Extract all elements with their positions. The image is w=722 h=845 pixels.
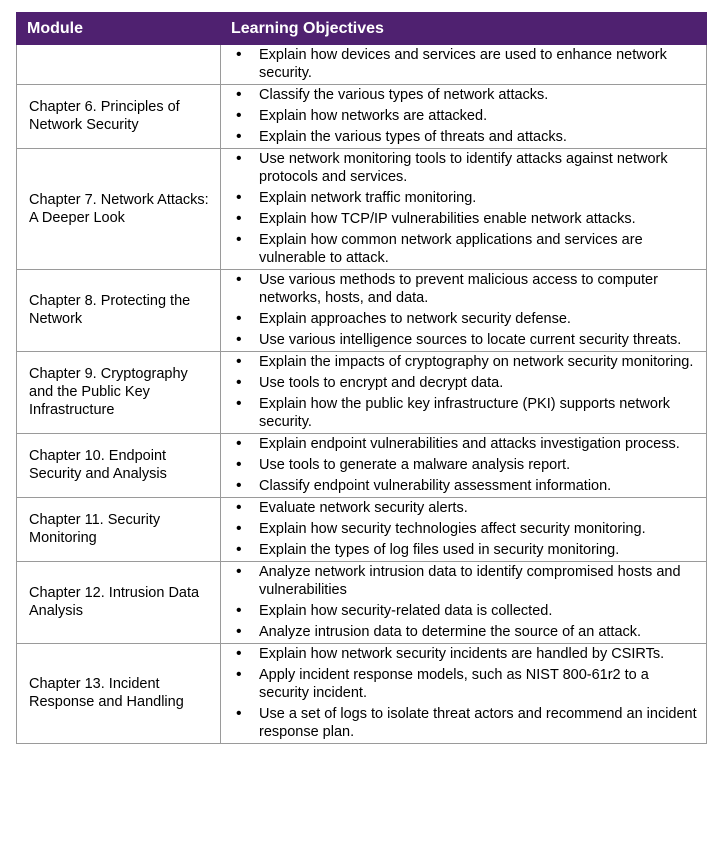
objectives-list (225, 353, 700, 431)
objectives-cell (221, 434, 707, 498)
objective-item: • Explain how network security incidents are handled by CSIRTs. (225, 645, 700, 663)
objective-item: • Use a set of logs to isolate threat actors and recommend an incident response plan. (225, 705, 700, 741)
table-row (17, 644, 707, 744)
objective-item: • Explain how security-related data is collected. (225, 602, 700, 620)
objective-item: • Apply incident response models, such as NIST 800-61r2 to a security incident. (225, 666, 700, 702)
table-row (17, 562, 707, 644)
objectives-list (225, 645, 700, 741)
objectives-cell (221, 85, 707, 149)
module-cell: Chapter 8. Protecting the Network (17, 270, 221, 352)
table-row (17, 352, 707, 434)
objective-item: • Use tools to encrypt and decrypt data. (225, 374, 700, 392)
objectives-list (225, 46, 700, 82)
table-row (17, 498, 707, 562)
objectives-list (225, 435, 700, 495)
module-cell: Chapter 7. Network Attacks: A Deeper Look (17, 149, 221, 270)
table-row (17, 270, 707, 352)
objective-item: • Classify the various types of network attacks. (225, 86, 700, 104)
objectives-cell (221, 45, 707, 85)
objective-item: • Use tools to generate a malware analysis report. (225, 456, 700, 474)
objectives-list (225, 150, 700, 267)
objective-item: • Explain the types of log files used in security monitoring. (225, 541, 700, 559)
table-body (17, 45, 707, 744)
objective-item: • Explain endpoint vulnerabilities and attacks investigation process. (225, 435, 700, 453)
objective-item: • Analyze intrusion data to determine the source of an attack. (225, 623, 700, 641)
objectives-cell (221, 644, 707, 744)
objectives-cell (221, 270, 707, 352)
module-cell: Chapter 10. Endpoint Security and Analysis (17, 434, 221, 498)
objective-item: • Explain how TCP/IP vulnerabilities enable network attacks. (225, 210, 700, 228)
objective-item: • Evaluate network security alerts. (225, 499, 700, 517)
module-cell (17, 45, 221, 85)
learning-objectives-table (16, 12, 707, 744)
objectives-list (225, 271, 700, 349)
objective-item: • Explain approaches to network security defense. (225, 310, 700, 328)
header-module: Module (17, 13, 221, 45)
module-cell: Chapter 13. Incident Response and Handling (17, 644, 221, 744)
objective-item: • Explain how the public key infrastructure (PKI) supports network security. (225, 395, 700, 431)
table-row (17, 45, 707, 85)
objectives-cell (221, 498, 707, 562)
header-objectives: Learning Objectives (221, 13, 707, 45)
module-cell: Chapter 12. Intrusion Data Analysis (17, 562, 221, 644)
objective-item: • Explain how common network applications and services are vulnerable to attack. (225, 231, 700, 267)
objective-item: • Use network monitoring tools to identify attacks against network protocols and services. (225, 150, 700, 186)
objective-item: • Explain network traffic monitoring. (225, 189, 700, 207)
module-cell: Chapter 6. Principles of Network Security (17, 85, 221, 149)
header-row (17, 13, 707, 45)
table-row (17, 434, 707, 498)
objectives-list (225, 499, 700, 559)
objectives-list (225, 86, 700, 146)
module-cell: Chapter 9. Cryptography and the Public Key Infrastructure (17, 352, 221, 434)
objective-item: • Use various intelligence sources to locate current security threats. (225, 331, 700, 349)
module-cell: Chapter 11. Security Monitoring (17, 498, 221, 562)
objective-item: • Use various methods to prevent malicious access to computer networks, hosts, and data. (225, 271, 700, 307)
objective-item: • Explain the impacts of cryptography on network security monitoring. (225, 353, 700, 371)
table-row (17, 85, 707, 149)
objective-item: • Explain the various types of threats and attacks. (225, 128, 700, 146)
objective-item: • Explain how security technologies affect security monitoring. (225, 520, 700, 538)
objectives-cell (221, 352, 707, 434)
objective-item: • Classify endpoint vulnerability assessment information. (225, 477, 700, 495)
table-header (17, 13, 707, 45)
objective-item: • Explain how devices and services are used to enhance network security. (225, 46, 700, 82)
objective-item: • Explain how networks are attacked. (225, 107, 700, 125)
objective-item: • Analyze network intrusion data to identify compromised hosts and vulnerabilities (225, 563, 700, 599)
table-row (17, 149, 707, 270)
objectives-list (225, 563, 700, 641)
objectives-cell (221, 562, 707, 644)
objectives-cell (221, 149, 707, 270)
